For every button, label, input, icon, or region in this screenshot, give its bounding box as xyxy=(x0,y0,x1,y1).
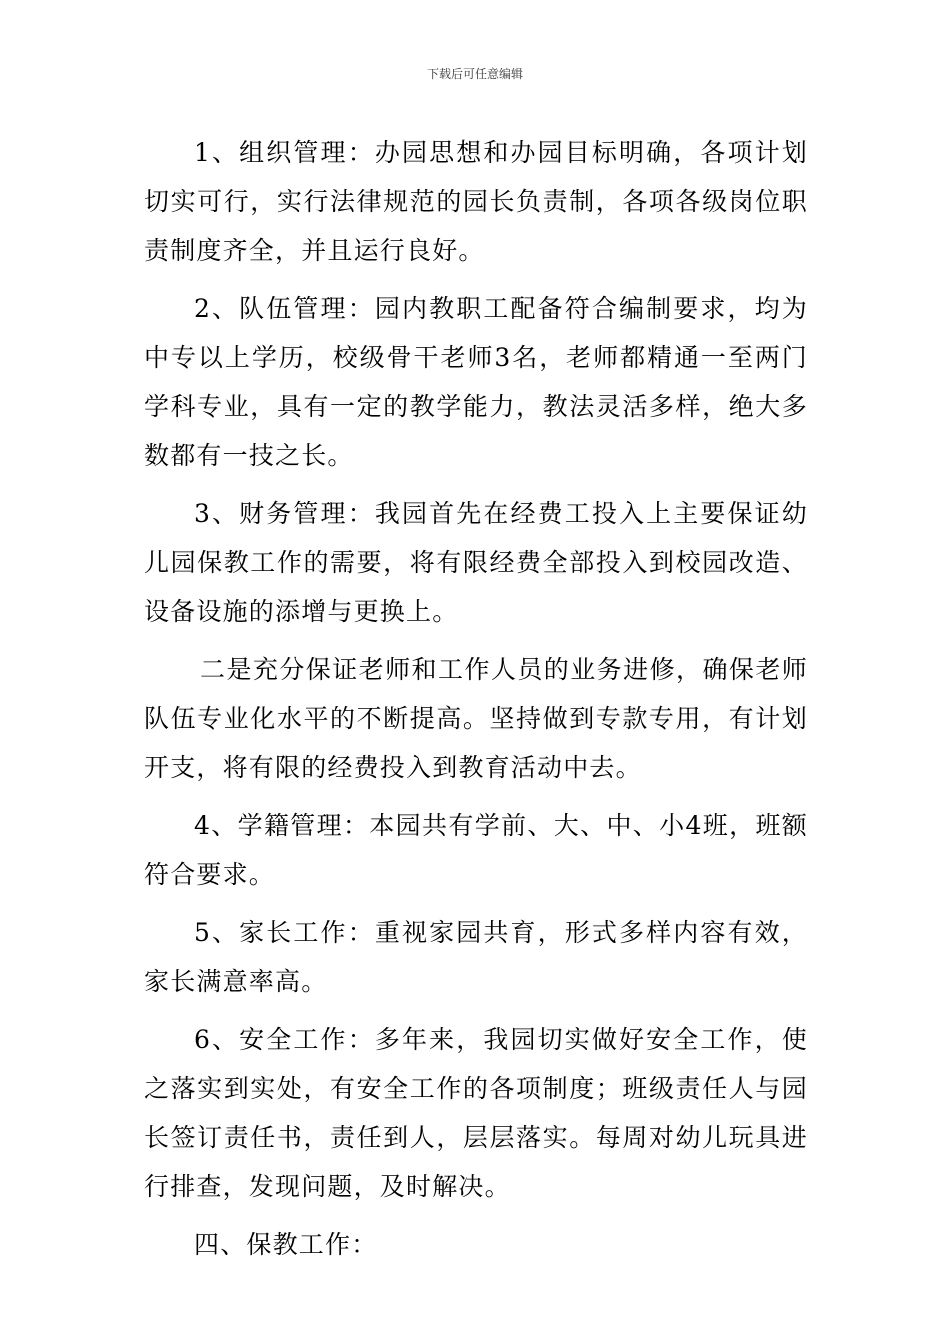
paragraph-finance-management: 3、财务管理：我园首先在经费工投入上主要保证幼儿园保教工作的需要，将有限经费全部投入到校园改造、设备设施的添增与更换上。 xyxy=(144,499,808,626)
paragraph-safety-work: 6、安全工作：多年来，我园切实做好安全工作，使之落实到实处，有安全工作的各项制度；班级责任人与园长签订责任书，责任到人，层层落实。每周对幼儿玩具进行排查，发现问题，及时解决。 xyxy=(144,1025,808,1201)
paragraph-parent-work: 5、家长工作：重视家园共育，形式多样内容有效，家长满意率高。 xyxy=(144,918,808,996)
page-header: 下载后可任意编辑 xyxy=(426,67,523,81)
section-heading-care-education: 四、保教工作： xyxy=(194,1230,378,1259)
paragraph-staff-management: 2、队伍管理：园内教职工配备符合编制要求，均为中专以上学历，校级骨干老师3名，老师都精通一至两门学科专业，具有一定的教学能力，教法灵活多样，绝大多数都有一技之长。 xyxy=(144,294,808,470)
paragraph-organization-management: 1、组织管理：办园思想和办园目标明确，各项计划切实可行，实行法律规范的园长负责制，各项各级岗位职责制度齐全，并且运行良好。 xyxy=(144,138,808,265)
document-body xyxy=(144,128,808,1269)
paragraph-enrollment-management: 4、学籍管理：本园共有学前、大、中、小4班，班额符合要求。 xyxy=(144,811,808,889)
paragraph-finance-continued: 二是充分保证老师和工作人员的业务进修，确保老师队伍专业化水平的不断提高。坚持做到专款专用，有计划开支，将有限的经费投入到教育活动中去。 xyxy=(144,655,808,782)
